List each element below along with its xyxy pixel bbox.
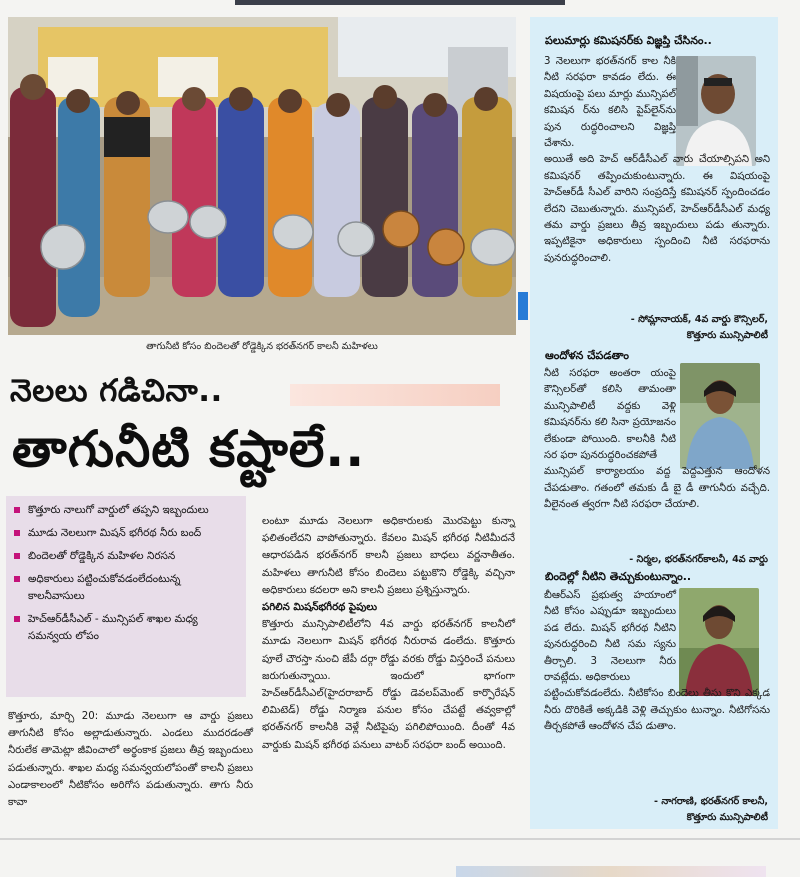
side-tab-marker xyxy=(518,292,528,320)
quote-2-signature xyxy=(629,552,768,568)
article-body-left: కొత్తూరు, మార్చి 20: మూడు నెలలుగా ఆ వార్డు ప్రజలు తాగునీటి కోసం అల్లాడుతున్నారు. ఎండలు ముదరడంతో నీరులేక తామెట్లా జీవించాలో అర్థంకాక ప్రజలు తీవ్ర ఇబ్బందులు పడుతున్నారు. శాఖల మధ్య సమన్వయలోపంతో కాలనీ ప్రజలు ఎండాకాలంలో నీటికోసం అరిగోస పడుతున్నారు. తాగు నీరు కావా xyxy=(8,711,253,809)
quote-1-signature xyxy=(631,312,768,344)
highlight-item: హెచ్‌ఆర్‌డీసీఎల్ - మున్సిపల్ శాఖల మధ్య సమన్వయ లోపం xyxy=(14,611,240,645)
highlight-item: మూడు నెలలుగా మిషన్ భగీరథ నీరు బంద్ xyxy=(14,525,240,542)
quote-1-signature-place: కొత్తూరు మున్సిపాలిటీ xyxy=(686,330,768,341)
quote-3-heading: బిందెల్లో నీటిని తెచ్చుకుంటున్నాం.. xyxy=(545,570,692,583)
quote-2-text-narrow: నీటి సరఫరా అంతరా యంపై కౌన్సిలర్‌తో కలిసి తామంతా మున్సిపాలిటీ వద్దకు వెళ్లి కమిషనర్‌ను కలి సినా ప్రయోజనం లేకుండా పోయింది. కాలనీకి నీటి సర ఫరా పునరుద్ధరించకపోతే xyxy=(544,368,676,462)
protest-photo xyxy=(8,17,516,335)
next-article-strip xyxy=(456,866,766,877)
kicker-headline: నెలలు గడిచినా.. xyxy=(10,373,223,409)
quote-2-heading: ఆందోళన చేపడతాం xyxy=(545,349,629,362)
quote-1-heading: పలుమార్లు కమిషనర్‌కు విజ్ఞప్తి చేసినం.. xyxy=(545,34,712,47)
quote-2-signature-name: - నిర్మల, భరత్‌నగర్‌కాలనీ, 4వ వార్డు xyxy=(629,554,768,565)
body-paragraph-2: కొత్తూరు మున్సిపాలిటీలోని 4వ వార్డు భరత్‌నగర్ కాలనీలో మూడు నెలలుగా మిషన్ భగీరథ నీరురావ డంలేదు. కొత్తూరు పూలే చౌరస్తా నుంచి జేపీ దర్గా రోడ్డు వరకు రోడ్డు విస్తరించే పనులు జరుగుతున్నాయి. ఇందులో భాగంగా హెచ్‌ఆర్‌డీసీఎల్(హైదరాబాద్ రోడ్డు డెవలప్‌మెంట్ కార్పొరేషన్ లిమిటెడ్) రోడ్డు నిర్మాణ పనుల కోసం చేపట్టే తవ్వకాల్లో భరత్‌నగర్ కాలనీకి వెళ్లే నీటిపైపు పగిలిపోయింది. దీంతో 4వ వార్డుకు మిషన్ భగీరథ పనులు వాటర్ సరఫరా బంద్ అయింది. xyxy=(262,619,515,751)
kicker-accent-bar xyxy=(290,384,500,406)
quote-3-text-narrow: బీఆర్‌ఎస్ ప్రభుత్వ హయాంలో నీటి కోసం ఎప్పుడూ ఇబ్బందులు పడ లేదు. మిషన్ భగీరథ నీటిని పునరుద్ధరించి నీటి సమ స్యను తీర్చాలి. 3 నెలలుగా నీరు రావట్లేదు. అధికారులు xyxy=(544,590,676,684)
quote-3-signature-name: - నాగరాణి, భరత్‌నగర్ కాలనీ, xyxy=(654,796,768,807)
article-subhead: పగిలిన మిషన్‌భగీరథ పైపులు xyxy=(262,602,378,614)
quote-1-text-full: అయితే అది హెచ్ ఆర్‌డీసీఎల్ వారు చేయాల్సిపని అని కమిషనర్ తప్పించుకుంటున్నారు. ఈ విషయంపై హెచ్‌ఆర్‌డీ సీఎల్ వారిని సంప్రదిస్తే కమిషనర్ స్పందించడం లేదని చెబుతున్నారు. మున్సిపల్, హెచ్‌ఆర్‌డీసీఎల్ మధ్య తమ వార్డు ప్రజలు తీవ్ర ఇబ్బందులు పడు తున్నారు. ఇప్పటికైనా అధికారులు స్పందించి నీటి సరఫరాను పునరుద్ధరించాలి. xyxy=(544,154,770,264)
quote-1-text-narrow: 3 నెలలుగా భరత్‌నగర్ కాల నీకి నీటి సరఫరా కావడం లేదు. ఈ విషయంపై పలు మార్లు మున్సిపల్ కమిషన ర్‌ను కలిసి పైప్‌లైన్‌ను పున రుద్ధరించాలని విజ్ఞప్తి చేశాను. xyxy=(544,56,676,150)
highlights-box xyxy=(6,496,246,697)
quote-2-text-full: మున్సిపల్ కార్యాలయం వద్ద పెద్దఎత్తున ఆందోళన చేపడుతాం. గతంలో తమకు డీ బై డీ తాగునీరు వచ్చేది. వీలైనంత త్వరగా నీటి సరఫరా చేయాలి. xyxy=(544,466,770,511)
quote-1-text xyxy=(544,54,770,267)
body-paragraph-1: లంటూ మూడు నెలలుగా అధికారులకు మొరపెట్టు కున్నా ఫలితంలేదని వాపోతున్నారు. కేవలం మిషన్ భగీరథ నీటిమీదనే ఆధారపడిన భరత్‌నగర్ కాలనీ ప్రజలు బాధలు వర్ణనాతీతం. మహిళలు తాగునీటి కోసం బిందెలు పట్టుకొని రోడ్డెక్కి వచ్చినా అధికారులు కదలరా అని కాలనీ ప్రజలు ప్రశ్నిస్తున్నారు. xyxy=(262,516,515,596)
highlight-item: అధికారులు పట్టించుకోవడంలేదంటున్న కాలనీవాసులు xyxy=(14,571,240,605)
highlight-item: బిందెలతో రోడ్డెక్కిన మహిళల నిరసన xyxy=(14,548,240,565)
quote-3-signature xyxy=(654,794,768,826)
quote-3-text-full: పట్టించుకోవడంలేదు. నీటికోసం బిందెలు తీసు కొని ఎక్కడ నీరు దొరికితే అక్కడికి వెళ్లి తెచ్చుకుం టున్నాం. నీటిగోసను తీర్చకపోతే ఆందోళన చేప డుతాం. xyxy=(544,688,770,733)
photo-caption: తాగునీటి కోసం బిందెలతో రోడ్డెక్కిన భరత్‌నగర్ కాలనీ మహిళలు xyxy=(146,341,378,352)
page-divider xyxy=(0,838,800,840)
quote-3-text xyxy=(544,588,770,736)
highlight-item: కొత్తూరు నాలుగో వార్డులో తప్పని ఇబ్బందులు xyxy=(14,502,240,519)
article-body-center xyxy=(262,513,515,754)
top-header-bar xyxy=(235,0,565,5)
main-headline: తాగునీటి కష్టాలే.. xyxy=(12,420,366,478)
quote-1-signature-name: - సోమ్లానాయక్, 4వ వార్డు కౌన్సిలర్, xyxy=(630,314,768,325)
quote-3-signature-place: కొత్తూరు మున్సిపాలిటీ xyxy=(686,812,768,823)
quote-2-text xyxy=(544,366,770,514)
